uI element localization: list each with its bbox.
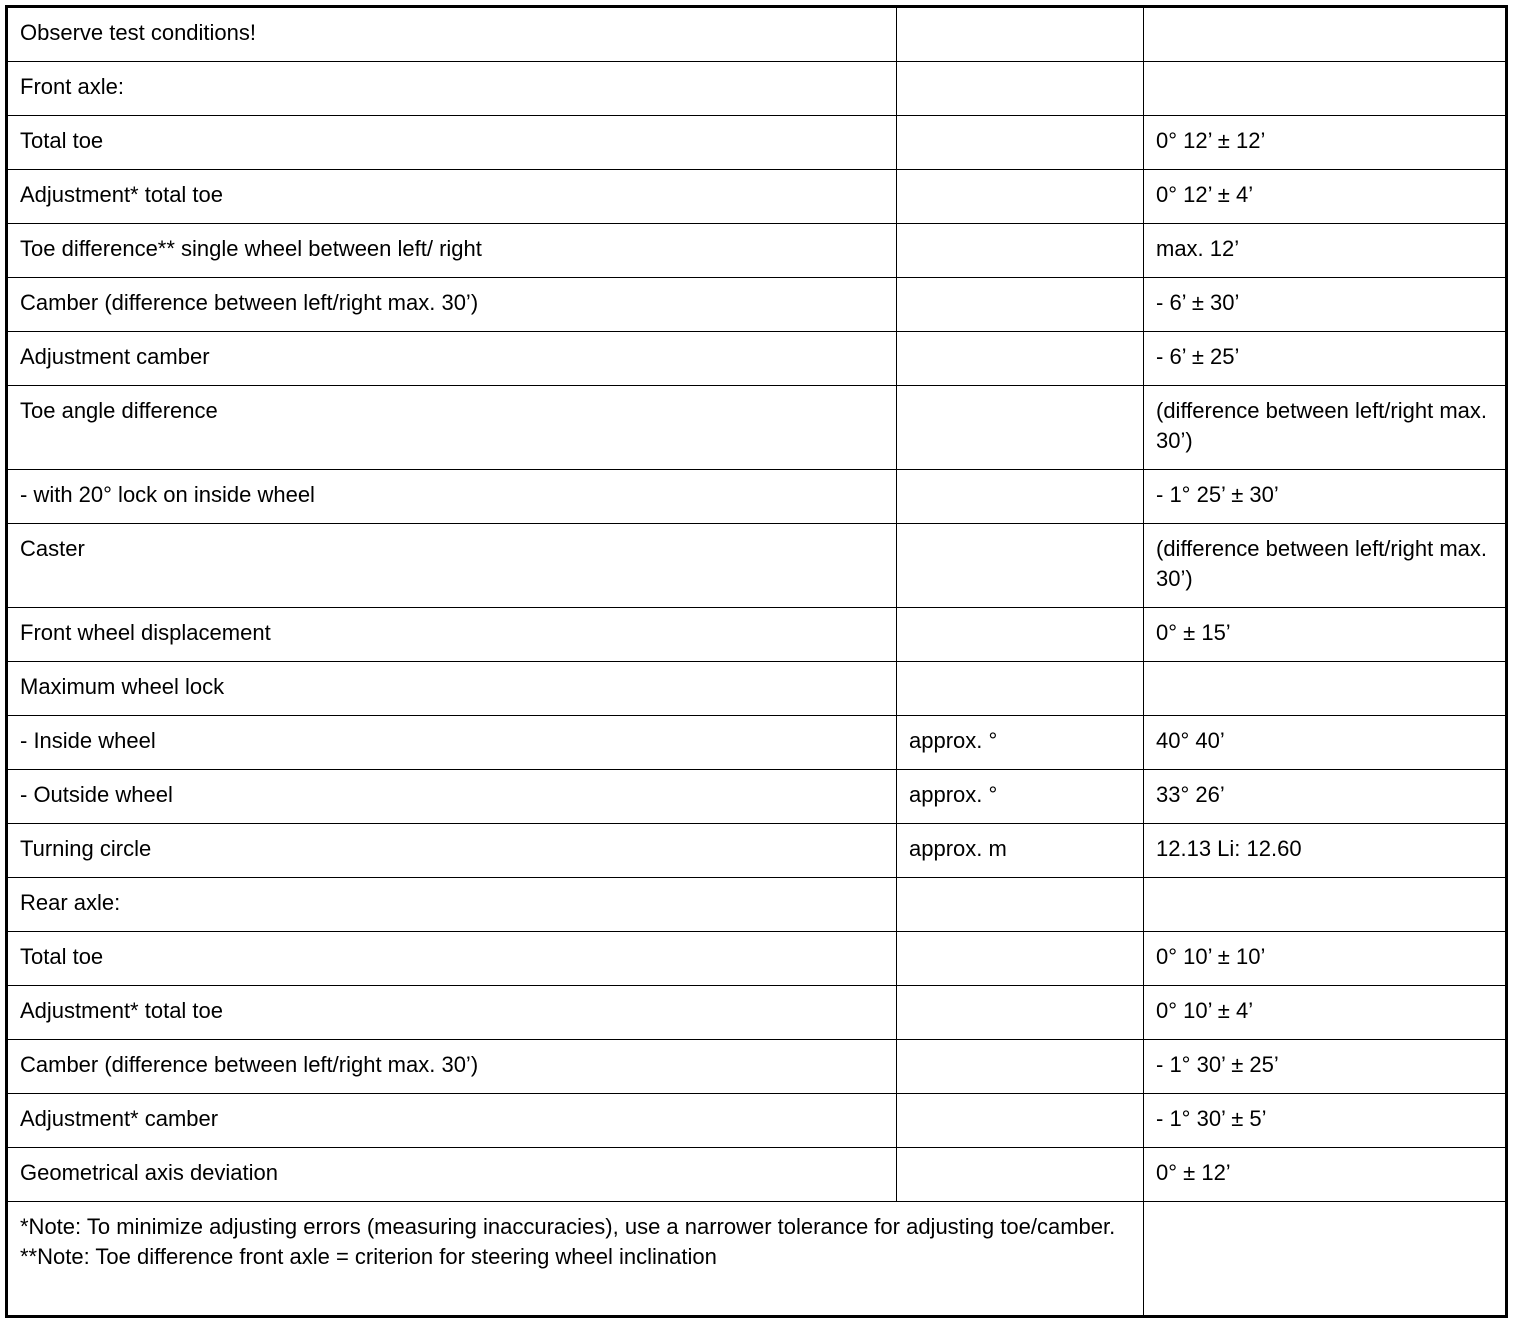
table-row [7, 1094, 1507, 1148]
row-label: Camber (difference between left/right max. 30’) [7, 1040, 897, 1094]
row-value [1144, 878, 1507, 932]
table-row [7, 986, 1507, 1040]
row-unit [897, 1094, 1144, 1148]
row-value: - 6’ ± 25’ [1144, 332, 1507, 386]
table-row [7, 332, 1507, 386]
row-label: Adjustment* camber [7, 1094, 897, 1148]
row-unit [897, 62, 1144, 116]
table-row [7, 524, 1507, 608]
table-row [7, 770, 1507, 824]
row-unit [897, 1040, 1144, 1094]
row-value: - 6’ ± 30’ [1144, 278, 1507, 332]
row-unit [897, 7, 1144, 62]
row-unit [897, 116, 1144, 170]
row-unit [897, 1148, 1144, 1202]
row-value: 33° 26’ [1144, 770, 1507, 824]
table-row [7, 62, 1507, 116]
table-row [7, 878, 1507, 932]
table-row [7, 170, 1507, 224]
row-value: - 1° 25’ ± 30’ [1144, 470, 1507, 524]
row-unit [897, 278, 1144, 332]
table-row [7, 386, 1507, 470]
row-label: Total toe [7, 116, 897, 170]
table-row [7, 470, 1507, 524]
row-value: 0° ± 12’ [1144, 1148, 1507, 1202]
row-unit [897, 932, 1144, 986]
row-unit [897, 608, 1144, 662]
row-value: (difference between left/right max. 30’) [1144, 524, 1507, 608]
row-unit [897, 332, 1144, 386]
row-label: Toe difference** single wheel between left/ right [7, 224, 897, 278]
row-label: Observe test conditions! [7, 7, 897, 62]
row-unit [897, 170, 1144, 224]
row-label: - Outside wheel [7, 770, 897, 824]
table-row [7, 1148, 1507, 1202]
row-value: - 1° 30’ ± 5’ [1144, 1094, 1507, 1148]
row-unit [897, 986, 1144, 1040]
notes-cell [7, 1202, 1144, 1317]
row-unit: approx. ° [897, 716, 1144, 770]
table-row [7, 608, 1507, 662]
row-unit [897, 662, 1144, 716]
row-value: 0° 10’ ± 10’ [1144, 932, 1507, 986]
section-heading-rear-axle: Rear axle: [7, 878, 897, 932]
row-value: - 1° 30’ ± 25’ [1144, 1040, 1507, 1094]
row-unit [897, 386, 1144, 470]
table-row [7, 716, 1507, 770]
row-value: 12.13 Li: 12.60 [1144, 824, 1507, 878]
row-label: Adjustment* total toe [7, 170, 897, 224]
row-unit [897, 470, 1144, 524]
row-unit: approx. ° [897, 770, 1144, 824]
row-label: - with 20° lock on inside wheel [7, 470, 897, 524]
table-row [7, 824, 1507, 878]
note-adjusting-tolerance: *Note: To minimize adjusting errors (measuring inaccuracies), use a narrower tolerance for adjusting toe/camber. [20, 1214, 1116, 1239]
row-label: Total toe [7, 932, 897, 986]
row-unit [897, 524, 1144, 608]
row-label: Maximum wheel lock [7, 662, 897, 716]
row-label: Caster [7, 524, 897, 608]
row-label: Adjustment* total toe [7, 986, 897, 1040]
notes-value-cell [1144, 1202, 1507, 1317]
alignment-spec-table [5, 5, 1508, 1318]
row-label: Turning circle [7, 824, 897, 878]
row-label: Camber (difference between left/right max. 30’) [7, 278, 897, 332]
row-label: Geometrical axis deviation [7, 1148, 897, 1202]
table-row [7, 7, 1507, 62]
table-row [7, 116, 1507, 170]
row-value [1144, 662, 1507, 716]
section-heading-front-axle: Front axle: [7, 62, 897, 116]
row-label: Front wheel displacement [7, 608, 897, 662]
table-row [7, 1040, 1507, 1094]
table-row [7, 224, 1507, 278]
note-toe-difference: **Note: Toe difference front axle = criterion for steering wheel inclination [20, 1244, 717, 1269]
row-value: 0° 12’ ± 4’ [1144, 170, 1507, 224]
table-row [7, 932, 1507, 986]
row-value: 0° 10’ ± 4’ [1144, 986, 1507, 1040]
row-value [1144, 62, 1507, 116]
row-value: 0° 12’ ± 12’ [1144, 116, 1507, 170]
row-value [1144, 7, 1507, 62]
row-unit: approx. m [897, 824, 1144, 878]
row-label: Adjustment camber [7, 332, 897, 386]
table-row [7, 662, 1507, 716]
table-row [7, 278, 1507, 332]
row-label: Toe angle difference [7, 386, 897, 470]
row-unit [897, 224, 1144, 278]
row-value: max. 12’ [1144, 224, 1507, 278]
row-value: (difference between left/right max. 30’) [1144, 386, 1507, 470]
row-unit [897, 878, 1144, 932]
row-value: 0° ± 15’ [1144, 608, 1507, 662]
row-label: - Inside wheel [7, 716, 897, 770]
row-value: 40° 40’ [1144, 716, 1507, 770]
notes-row [7, 1202, 1507, 1317]
